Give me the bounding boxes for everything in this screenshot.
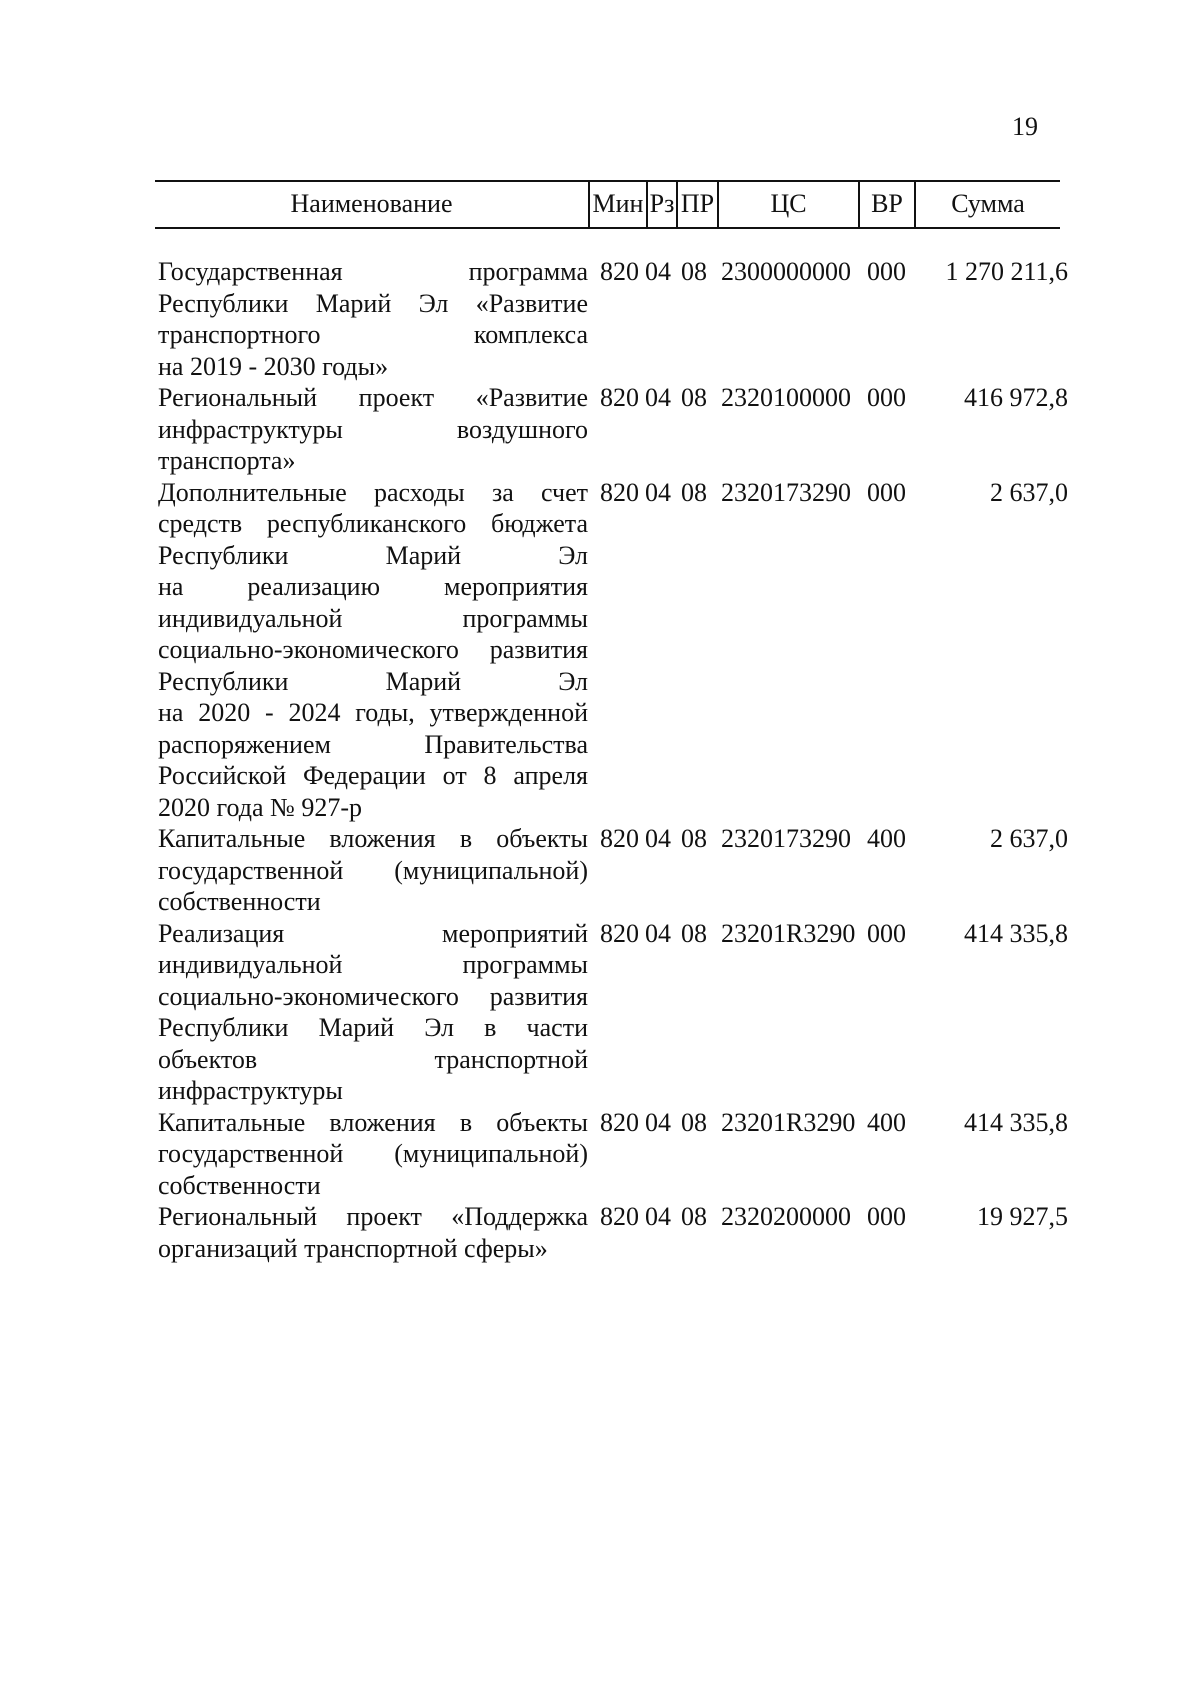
row-min: 820 xyxy=(600,257,639,286)
header-cs: ЦС xyxy=(717,182,858,227)
header-vr: ВР xyxy=(858,182,914,227)
row-name-line: Дополнительные расходы за счет xyxy=(158,477,588,507)
row-name-line: собственности xyxy=(158,1170,321,1200)
row-name-line: Российской Федерации от 8 апреля xyxy=(158,761,588,790)
row-cs: 2320173290 xyxy=(721,477,851,507)
table-header xyxy=(155,180,1060,229)
row-name-line: на 2019 - 2030 годы» xyxy=(158,351,389,381)
row-min: 820 xyxy=(600,477,639,507)
row-pr: 08 xyxy=(681,918,707,948)
table-row xyxy=(158,256,1068,382)
row-rz: 04 xyxy=(645,1107,671,1137)
row-name-line: организаций транспортной сферы» xyxy=(158,1233,548,1263)
table-row xyxy=(158,1107,1068,1202)
row-rz: 04 xyxy=(645,477,671,507)
row-name-line: государственной (муниципальной) xyxy=(158,855,588,885)
row-cs: 2320200000 xyxy=(721,1202,851,1231)
row-name xyxy=(158,918,588,1107)
row-name xyxy=(158,382,588,477)
row-name-line: Республики Марий Эл xyxy=(158,540,588,570)
row-vr: 400 xyxy=(867,824,906,853)
row-vr: 000 xyxy=(867,383,906,412)
row-name xyxy=(158,256,588,382)
row-rz: 04 xyxy=(645,1202,671,1231)
row-name xyxy=(158,1107,588,1202)
row-cs: 23201R3290 xyxy=(721,1107,856,1137)
row-vr: 000 xyxy=(867,918,906,948)
row-cs: 2320173290 xyxy=(721,824,851,853)
row-sum: 416 972,8 xyxy=(964,383,1068,412)
header-rz: Рз xyxy=(646,182,676,227)
row-min: 820 xyxy=(600,1107,639,1137)
row-name xyxy=(158,477,588,824)
row-name xyxy=(158,1201,588,1264)
row-name-line: распоряжением Правительства xyxy=(158,729,588,759)
row-name-line: Региональный проект «Развитие xyxy=(158,383,588,412)
header-pr: ПР xyxy=(676,182,717,227)
table-row xyxy=(158,823,1068,918)
row-rz: 04 xyxy=(645,257,671,286)
row-pr: 08 xyxy=(681,1202,707,1231)
header-min: Мин xyxy=(588,182,646,227)
row-name-line: социально-экономического развития xyxy=(158,635,588,664)
row-name-line: транспортного комплекса xyxy=(158,320,588,349)
row-sum: 19 927,5 xyxy=(977,1202,1068,1231)
row-name-line: собственности xyxy=(158,887,321,916)
row-vr: 000 xyxy=(867,477,906,507)
row-name-line: Республики Марий Эл xyxy=(158,666,588,696)
table-body xyxy=(158,256,1068,1264)
row-cs: 2320100000 xyxy=(721,383,851,412)
row-name-line: социально-экономического развития xyxy=(158,981,588,1011)
row-vr: 400 xyxy=(867,1107,906,1137)
row-min: 820 xyxy=(600,918,639,948)
row-name xyxy=(158,823,588,918)
header-name: Наименование xyxy=(290,189,453,218)
row-vr: 000 xyxy=(867,1202,906,1231)
row-name-line: инфраструктуры воздушного xyxy=(158,414,588,444)
row-pr: 08 xyxy=(681,383,707,412)
row-sum: 414 335,8 xyxy=(964,918,1068,948)
page-number: 19 xyxy=(1012,112,1038,141)
row-name-line: 2020 года № 927-р xyxy=(158,792,363,822)
table-row xyxy=(158,382,1068,477)
row-name-line: Капитальные вложения в объекты xyxy=(158,824,588,853)
row-cs: 2300000000 xyxy=(721,257,851,286)
row-name-line: транспорта» xyxy=(158,446,296,475)
row-cs: 23201R3290 xyxy=(721,918,856,948)
row-vr: 000 xyxy=(867,257,906,286)
row-pr: 08 xyxy=(681,257,707,286)
row-name-line: Республики Марий Эл «Развитие xyxy=(158,288,588,318)
header-sum: Сумма xyxy=(914,182,1060,227)
row-min: 820 xyxy=(600,383,639,412)
row-name-line: на реализацию мероприятия xyxy=(158,572,588,601)
row-rz: 04 xyxy=(645,824,671,853)
row-sum: 2 637,0 xyxy=(990,477,1068,507)
row-rz: 04 xyxy=(645,918,671,948)
row-name-line: Государственная программа xyxy=(158,257,588,286)
row-name-line: Региональный проект «Поддержка xyxy=(158,1202,588,1231)
row-sum: 2 637,0 xyxy=(990,824,1068,853)
row-name-line: индивидуальной программы xyxy=(158,603,588,633)
row-name-line: на 2020 - 2024 годы, утвержденной xyxy=(158,698,588,727)
row-name-line: инфраструктуры xyxy=(158,1076,343,1105)
row-sum: 1 270 211,6 xyxy=(945,257,1068,286)
row-name-line: индивидуальной программы xyxy=(158,950,588,979)
row-name-line: Реализация мероприятий xyxy=(158,918,588,948)
row-name-line: государственной (муниципальной) xyxy=(158,1139,588,1168)
row-rz: 04 xyxy=(645,383,671,412)
row-sum: 414 335,8 xyxy=(964,1107,1068,1137)
row-name-line: средств республиканского бюджета xyxy=(158,509,588,538)
row-pr: 08 xyxy=(681,477,707,507)
row-name-line: объектов транспортной xyxy=(158,1044,588,1074)
table-row xyxy=(158,918,1068,1107)
row-name-line: Капитальные вложения в объекты xyxy=(158,1107,588,1137)
row-pr: 08 xyxy=(681,824,707,853)
row-min: 820 xyxy=(600,1202,639,1231)
row-name-line: Республики Марий Эл в части xyxy=(158,1013,588,1042)
table-row xyxy=(158,1201,1068,1264)
table-row xyxy=(158,477,1068,824)
row-min: 820 xyxy=(600,824,639,853)
row-pr: 08 xyxy=(681,1107,707,1137)
